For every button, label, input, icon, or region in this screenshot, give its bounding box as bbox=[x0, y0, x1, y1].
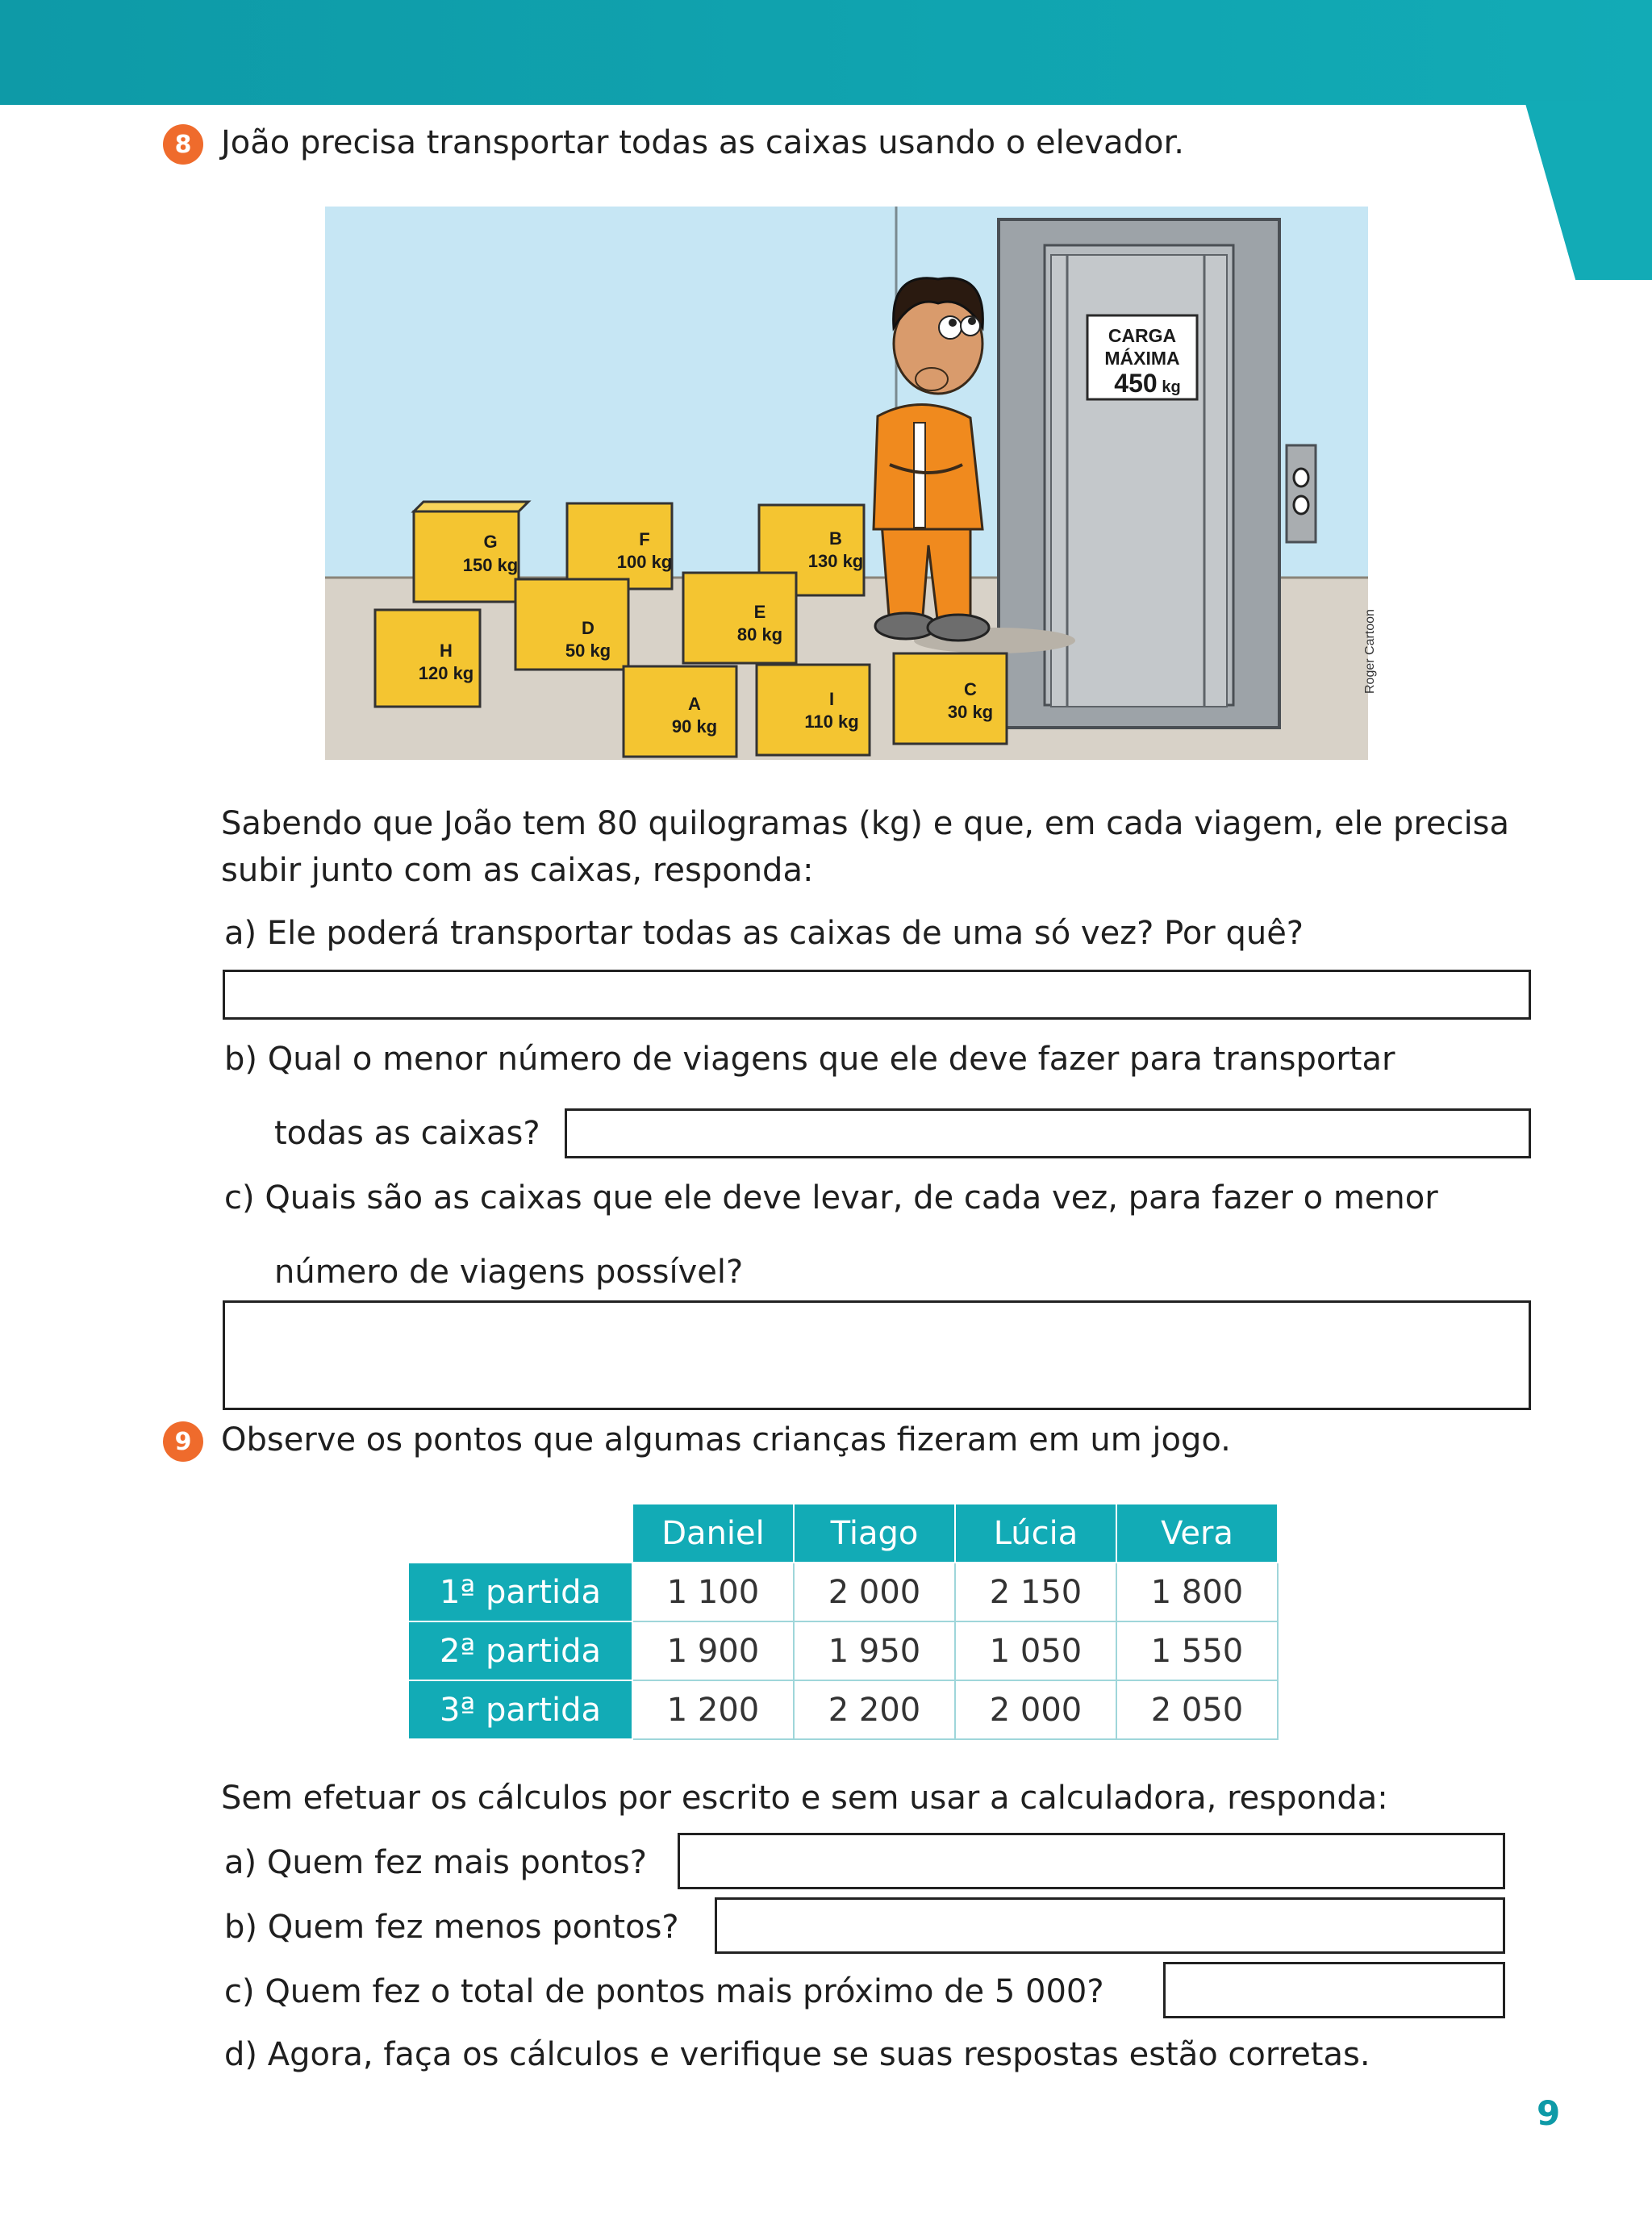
answer-8c-field[interactable] bbox=[223, 1300, 1531, 1410]
box-h-letter: H bbox=[440, 641, 453, 661]
box-g bbox=[414, 502, 528, 602]
scores-table bbox=[407, 1503, 1279, 1740]
table-cell: 1 050 bbox=[955, 1621, 1116, 1680]
table-cell: 1 950 bbox=[794, 1621, 955, 1680]
answer-9b-field[interactable] bbox=[715, 1897, 1505, 1954]
question-8c-text-line-1: c) Quais são as caixas que ele deve levar, de cada vez, para fazer o menor bbox=[224, 1179, 1438, 1217]
question-9-badge: 9 bbox=[163, 1421, 203, 1462]
question-8b-text-line-1: b) Qual o menor número de viagens que ele deve fazer para transportar bbox=[224, 1041, 1395, 1078]
box-e-letter: E bbox=[753, 602, 766, 622]
box-b-letter: B bbox=[829, 528, 842, 549]
box-g-letter: G bbox=[483, 532, 498, 552]
question-8a-text: a) Ele poderá transportar todas as caixas de uma só vez? Por quê? bbox=[224, 915, 1304, 952]
table-row bbox=[408, 1563, 1278, 1621]
question-9c-text: c) Quem fez o total de pontos mais próximo de 5 000? bbox=[224, 1973, 1104, 2010]
box-i-weight: 110 kg bbox=[804, 712, 859, 732]
box-h bbox=[375, 610, 480, 707]
box-d-letter: D bbox=[582, 618, 594, 638]
table-cell: 1 800 bbox=[1116, 1563, 1278, 1621]
box-f-letter: F bbox=[639, 529, 650, 549]
table-cell: 1 900 bbox=[632, 1621, 794, 1680]
header-tab bbox=[1525, 101, 1652, 280]
header-band bbox=[0, 0, 1652, 105]
table-corner bbox=[408, 1504, 632, 1563]
sign-line-1: CARGA bbox=[1108, 325, 1177, 346]
column-header-vera: Vera bbox=[1116, 1504, 1278, 1563]
elevator-illustration bbox=[325, 207, 1368, 760]
question-9-statement: Observe os pontos que algumas crianças fizeram em um jogo. bbox=[221, 1421, 1231, 1459]
box-i-letter: I bbox=[828, 689, 835, 709]
question-9d-text: d) Agora, faça os cálculos e verifique se suas respostas estão corretas. bbox=[224, 2036, 1370, 2073]
elevator-button-panel bbox=[1287, 445, 1316, 542]
sign-line-2: MÁXIMA bbox=[1104, 348, 1180, 369]
table-cell: 1 100 bbox=[632, 1563, 794, 1621]
box-e-weight: 80 kg bbox=[736, 624, 783, 645]
table-cell: 2 050 bbox=[1116, 1680, 1278, 1739]
table-cell: 1 550 bbox=[1116, 1621, 1278, 1680]
question-9b-text: b) Quem fez menos pontos? bbox=[224, 1909, 679, 1946]
box-c bbox=[894, 653, 1007, 744]
table-cell: 2 000 bbox=[955, 1680, 1116, 1739]
box-a-letter: A bbox=[688, 694, 701, 714]
column-header-daniel: Daniel bbox=[632, 1504, 794, 1563]
table-cell: 2 000 bbox=[794, 1563, 955, 1621]
box-c-weight: 30 kg bbox=[947, 702, 994, 722]
question-8c-text-line-2: número de viagens possível? bbox=[274, 1254, 744, 1291]
answer-9a-field[interactable] bbox=[678, 1833, 1505, 1889]
answer-9c-field[interactable] bbox=[1163, 1962, 1505, 2018]
row-header-1: 1ª partida bbox=[408, 1563, 632, 1621]
box-e bbox=[683, 573, 796, 663]
table-header-row bbox=[408, 1504, 1278, 1563]
question-9a-text: a) Quem fez mais pontos? bbox=[224, 1844, 647, 1881]
box-a bbox=[624, 666, 736, 757]
box-d bbox=[515, 579, 628, 670]
table-row bbox=[408, 1621, 1278, 1680]
column-header-lucia: Lúcia bbox=[955, 1504, 1116, 1563]
box-f-weight: 100 kg bbox=[616, 552, 673, 572]
question-8b-text-line-2: todas as caixas? bbox=[274, 1115, 540, 1152]
question-9-intro: Sem efetuar os cálculos por escrito e sem usar a calculadora, responda: bbox=[221, 1780, 1388, 1817]
box-d-weight: 50 kg bbox=[565, 641, 611, 661]
row-header-2: 2ª partida bbox=[408, 1621, 632, 1680]
box-g-weight: 150 kg bbox=[462, 555, 519, 575]
box-b-weight: 130 kg bbox=[807, 551, 864, 571]
answer-8b-field[interactable] bbox=[565, 1108, 1531, 1158]
illustration-credit: Roger Cartoon bbox=[1363, 609, 1377, 694]
answer-8a-field[interactable] bbox=[223, 970, 1531, 1020]
sign-unit: kg bbox=[1162, 378, 1181, 396]
box-c-letter: C bbox=[964, 679, 977, 699]
page-number: 9 bbox=[1537, 2093, 1561, 2133]
row-header-3: 3ª partida bbox=[408, 1680, 632, 1739]
question-8-intro-line-2: subir junto com as caixas, responda: bbox=[221, 852, 814, 889]
sign-value: 450 bbox=[1114, 369, 1158, 398]
table-row bbox=[408, 1680, 1278, 1739]
box-h-weight: 120 kg bbox=[418, 663, 474, 683]
question-8-intro-line-1: Sabendo que João tem 80 quilogramas (kg) e que, em cada viagem, ele precisa bbox=[221, 805, 1510, 842]
table-cell: 2 200 bbox=[794, 1680, 955, 1739]
box-f bbox=[567, 503, 672, 589]
box-i bbox=[757, 665, 870, 755]
question-8-badge: 8 bbox=[163, 124, 203, 165]
box-a-weight: 90 kg bbox=[671, 716, 718, 737]
question-8-statement: João precisa transportar todas as caixas usando o elevador. bbox=[221, 124, 1184, 161]
table-cell: 2 150 bbox=[955, 1563, 1116, 1621]
table-cell: 1 200 bbox=[632, 1680, 794, 1739]
column-header-tiago: Tiago bbox=[794, 1504, 955, 1563]
